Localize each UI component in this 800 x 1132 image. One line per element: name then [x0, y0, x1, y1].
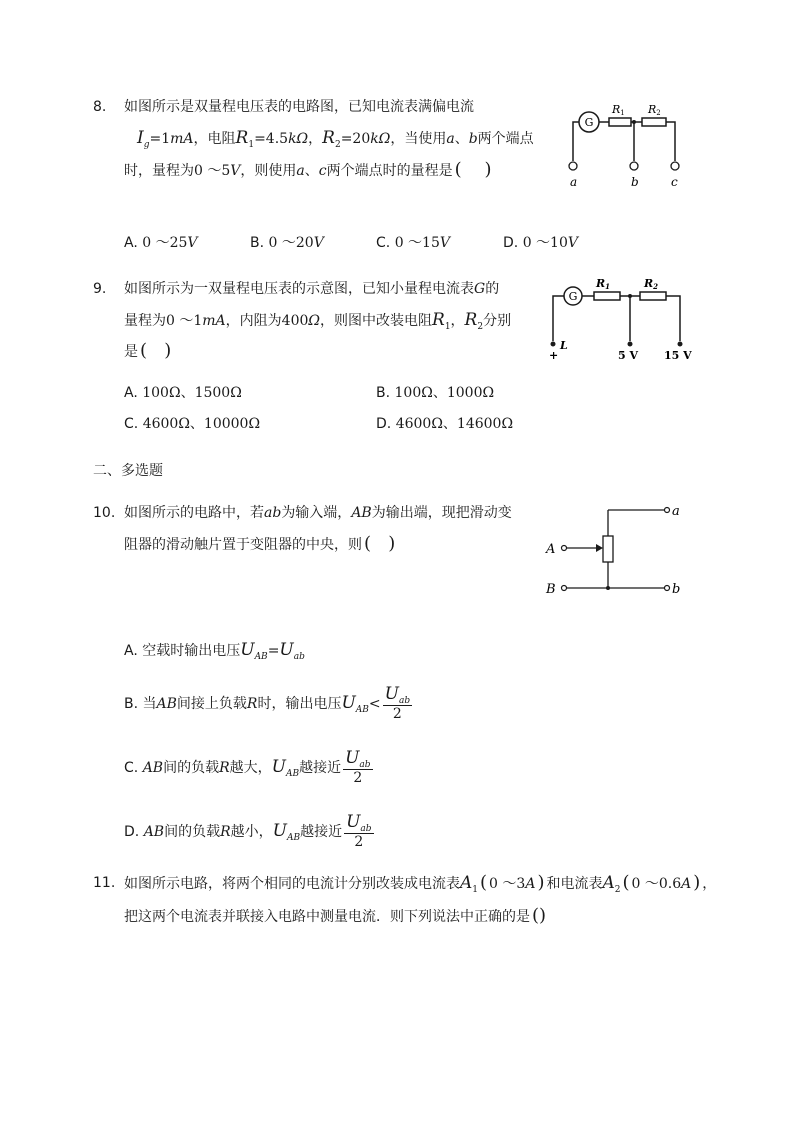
- answer-blank[interactable]: ( ): [140, 340, 172, 361]
- option-c[interactable]: C. 4600Ω、10000Ω: [124, 416, 261, 432]
- terminal-c-label: c: [671, 175, 678, 189]
- r1-label: R1: [612, 103, 625, 117]
- option-b[interactable]: B. 0 ～20V: [250, 235, 324, 251]
- slider-arrow-icon: [596, 544, 603, 552]
- terminal-b-label: b: [631, 175, 639, 189]
- terminal-b: [630, 162, 638, 170]
- terminal-a: [665, 508, 670, 513]
- fraction-uab-over-2: $\frac{U_{ab}}{2}$: [346, 812, 372, 850]
- section-heading: 二、多选题: [93, 463, 163, 479]
- circuit-figure-q10: [540, 498, 690, 603]
- r2-label: R2: [648, 103, 661, 117]
- galvanometer-label: G: [568, 290, 578, 303]
- option-b[interactable]: B. 当AB间接上负载R时，输出电压$U_{AB}<$ $\frac{U_{ab}}{2}$: [124, 684, 411, 722]
- label-A: A: [546, 542, 556, 557]
- option-d[interactable]: D. 4600Ω、14600Ω: [376, 416, 514, 432]
- question-number: 11.: [93, 875, 116, 891]
- resistor-r2: [640, 292, 666, 300]
- terminal-c: [671, 162, 679, 170]
- galvanometer-label: G: [584, 116, 594, 129]
- fraction-uab-over-2: $\frac{U_{ab}}{2}$: [384, 684, 411, 722]
- option-d[interactable]: D. 0 ～10V: [503, 235, 578, 251]
- option-b[interactable]: B. 100Ω、1000Ω: [376, 385, 495, 401]
- question-number: 10.: [93, 505, 116, 521]
- terminal-b: [665, 586, 670, 591]
- option-d[interactable]: D. AB间的负载R越小，$U_{AB}$越接近 $\frac{U_{ab}}{2}$: [124, 812, 372, 850]
- option-c[interactable]: C. AB间的负载R越大，$U_{AB}$越接近 $\frac{U_{ab}}{2}$: [124, 748, 371, 786]
- terminal-a-label: a: [570, 175, 578, 189]
- r1-label: R1: [596, 277, 611, 291]
- question-text-line1: 如图所示是双量程电压表的电路图，已知电流表满偏电流: [124, 99, 474, 115]
- question-text-line1: 如图所示电路，将两个相同的电流计分别改装成电流表$A_1$ ( 0 ～3A ) 和电流表$A_2$ ( 0 ～0.6A ) ，: [124, 872, 717, 895]
- fraction-uab-over-2: $\frac{U_{ab}}{2}$: [345, 748, 371, 786]
- option-a[interactable]: A. 100Ω、1500Ω: [124, 385, 242, 401]
- question-text-line2: $I_g=1mA$，电阻$R_1=4.5k\Omega$，$R_2=20k\Omega$，当使用a、b两个端点: [137, 128, 534, 150]
- question-text-line1: 如图所示的电路中，若ab为输入端，AB为输出端，现把滑动变: [124, 505, 512, 521]
- terminal-5v-label: 5 V: [618, 349, 639, 362]
- terminal-15v-label: 15 V: [664, 349, 692, 362]
- answer-blank[interactable]: ( ): [364, 533, 396, 554]
- terminal-l-label: L: [560, 339, 568, 352]
- terminal-B: [562, 586, 567, 591]
- option-a[interactable]: A. 0 ～25V: [124, 235, 198, 251]
- label-b: b: [672, 582, 681, 597]
- question-text-line3: 是 ( ): [124, 340, 172, 361]
- r2-label: R2: [644, 277, 659, 291]
- label-a: a: [672, 504, 680, 519]
- question-text-line3: 时，量程为0 ～5V，则使用a、c两个端点时的量程是 ( ): [124, 159, 492, 180]
- answer-blank[interactable]: (): [532, 905, 547, 926]
- question-number: 8.: [93, 99, 107, 115]
- terminal-a: [569, 162, 577, 170]
- label-B: B: [546, 582, 556, 597]
- question-text-line2: 把这两个电流表并联接入电路中测量电流．则下列说法中正确的是 (): [124, 905, 547, 926]
- resistor-r2: [642, 118, 666, 126]
- resistor-r1: [594, 292, 620, 300]
- terminal-l: [551, 342, 556, 347]
- option-c[interactable]: C. 0 ～15V: [376, 235, 450, 251]
- rheostat: [603, 536, 613, 562]
- question-text-line2: 量程为0 ～1mA，内阻为400Ω，则图中改装电阻$R_1$，$R_2$分别: [124, 310, 512, 332]
- terminal-A: [562, 546, 567, 551]
- answer-blank[interactable]: ( ): [454, 159, 492, 180]
- option-a[interactable]: A. 空载时输出电压$U_{AB}=U_{ab}$: [124, 640, 305, 662]
- question-number: 9.: [93, 281, 107, 297]
- circuit-figure-q8: [560, 95, 700, 190]
- resistor-r1: [609, 118, 631, 126]
- circuit-figure-q9: [540, 275, 700, 370]
- question-text-line2: 阻器的滑动触片置于变阻器的中央，则 ( ): [124, 533, 396, 554]
- terminal-5v: [628, 342, 633, 347]
- terminal-15v: [678, 342, 683, 347]
- question-text-line1: 如图所示为一双量程电压表的示意图，已知小量程电流表G的: [124, 281, 500, 297]
- plus-sign: +: [549, 349, 559, 362]
